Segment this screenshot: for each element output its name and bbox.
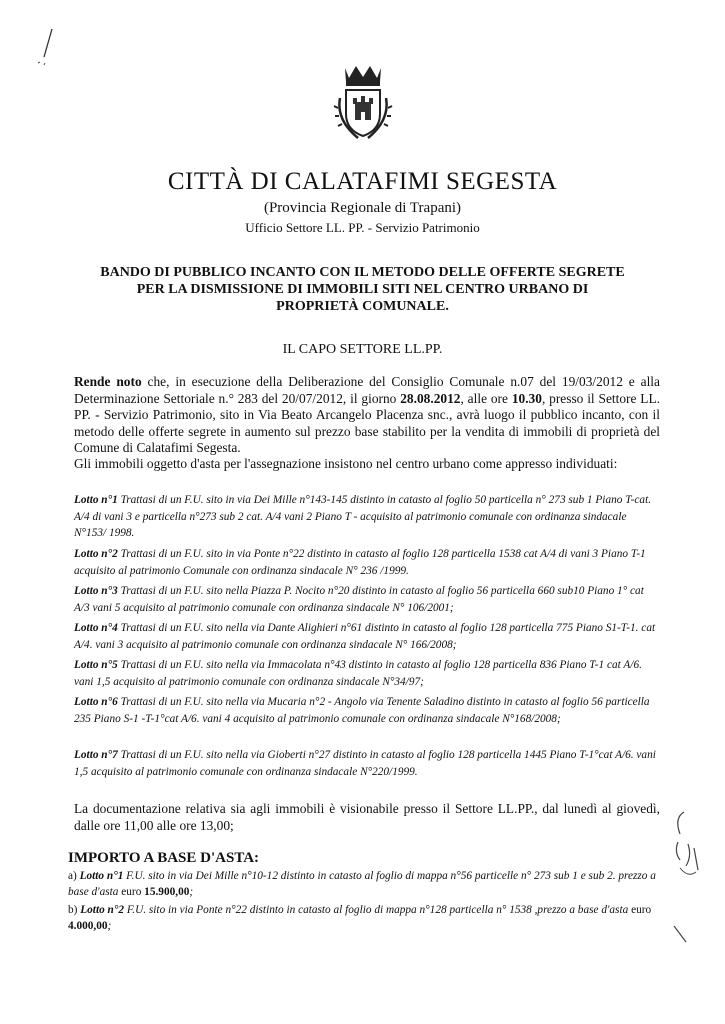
lotto-label: Lotto n°7: [74, 749, 118, 761]
importo-text: F.U. sito in via Ponte n°22 distinto in catasto al foglio di mappa n°128 particella n° 1538 ,prezzo a base d'asta: [124, 904, 632, 916]
lotto-item: [74, 492, 660, 542]
auction-date: 28.08.2012: [400, 390, 461, 406]
lotto-text: Trattasi di un F.U. sito nella via Gioberti n°27 distinto in catasto al foglio 128 particella 1445 Piano T-1°cat A/6. vani 1,5 acquisito al patrimonio comunale con ordinanza sindacale N°220/1999.: [74, 749, 656, 778]
immobili-intro: Gli immobili oggetto d'asta per l'assegnazione insistono nel centro urbano come appresso individuati:: [74, 456, 618, 471]
lotto-text: Trattasi di un F.U. sito nella via Mucaria n°2 - Angolo via Tenente Saladino distinto in catasto al foglio 56 particella 235 Piano S-1 -T-1°cat A/6. vani 4 acquisito al patrimonio comunale con ordinanza sindacale N°168/2008;: [74, 696, 650, 725]
intro-text-1: che, in esecuzione della Deliberazione del Consiglio Comunale n.07 del 19/03/2012 e alla Determinazione Settoriale n.° 283 del 20/07/2012, il giorno: [74, 374, 660, 406]
lotto-label: Lotto n°1: [74, 494, 118, 506]
lotto-label: Lotto n°2: [74, 548, 118, 560]
lotto-label: Lotto n°6: [74, 696, 118, 708]
lotto-item: [74, 694, 660, 727]
importo-amount: 15.900,00: [144, 886, 190, 898]
importo-item: [68, 868, 668, 900]
importo-prefix: b): [68, 904, 81, 916]
coat-of-arms-emblem: [328, 58, 398, 140]
lotto-text: Trattasi di un F.U. sito nella via Dante Alighieri n°61 distinto in catasto al foglio 128 particella 775 Piano S1-T-1. cat A/4. vani 3 acquisito al patrimonio comunale con ordinanza sindacale N° 166/2008;: [74, 622, 656, 651]
lotto-text: Trattasi di un F.U. sito nella via Immacolata n°43 distinto in catasto al foglio 128 particella 836 Piano T-1 cat A/6. vani 1,5 acquisito al patrimonio comunale con ordinanza sindacale N°34/97;: [74, 659, 642, 688]
handwritten-mark: [30, 25, 70, 70]
province-subtitle: (Provincia Regionale di Trapani): [263, 200, 462, 216]
lotto-item: [74, 657, 660, 690]
auction-time: 10.30: [511, 390, 542, 406]
capo-settore-heading: IL CAPO SETTORE LL.PP.: [282, 342, 443, 357]
lotto-text: Trattasi di un F.U. sito nella Piazza P. Nocito n°20 distinto in catasto al foglio 56 particella 660 sub10 Piano 1° cat A/3 vani 5 acquisito al patrimonio comunale con ordinanza sindacale N° 106/2001;: [74, 585, 644, 614]
lotto-text: Trattasi di un F.U. sito in via Ponte n°22 distinto in catasto al foglio 128 particella 1538 cat A/4 di vani 3 Piano T-1 acquisito al patrimonio Comunale con ordinanza sindacale N° 236 /1999.: [74, 548, 646, 577]
bando-title: [0, 264, 725, 315]
importo-prefix: a): [68, 870, 80, 882]
importo-amount: 4.000,00: [68, 920, 108, 932]
importo-euro: euro: [631, 904, 652, 916]
importo-text: F.U. sito in via Dei Mille n°10-12 distinto in catasto al foglio di mappa n°56 particelle n° 273 sub 1 e sub 2. prezzo a base d'asta: [68, 870, 656, 898]
lotto-text: Trattasi di un F.U. sito in via Dei Mille n°143-145 distinto in catasto al foglio 50 particella n° 273 sub 1 Piano T-cat. A/4 di vani 3 e particella n°273 sub 2 cat. A/4 vani 2 Piano T - acquisito al patrimonio comunale con ordinanza sindacale N°153/ 1998.: [74, 494, 652, 539]
office-subtitle: Ufficio Settore LL. PP. - Servizio Patrimonio: [245, 220, 480, 235]
lotto-item: [74, 583, 660, 616]
lotto-label: Lotto n°4: [74, 622, 118, 634]
bando-title-line-1: BANDO DI PUBBLICO INCANTO CON IL METODO DELLE OFFERTE SEGRETE: [100, 265, 625, 280]
lotto-item: [74, 546, 660, 579]
bando-title-line-3: PROPRIETÀ COMUNALE.: [276, 299, 449, 314]
lotto-label: Lotto n°5: [74, 659, 118, 671]
lotto-item: [74, 747, 660, 780]
intro-paragraph: [74, 374, 660, 457]
importo-lotto-label: Lotto n°2: [80, 904, 124, 916]
rende-noto-lead: Rende noto: [74, 374, 142, 389]
importo-lotto-label: Lotto n°1: [79, 870, 124, 882]
importo-item: [68, 902, 668, 934]
bando-title-line-2: PER LA DISMISSIONE DI IMMOBILI SITI NEL CENTRO URBANO DI: [136, 282, 589, 297]
lotto-item: [74, 620, 660, 653]
importo-euro: euro: [121, 886, 145, 898]
importo-suffix: ;: [189, 886, 194, 898]
importo-suffix: ;: [107, 920, 112, 932]
lotto-label: Lotto n°3: [74, 585, 118, 597]
intro-text-3: , presso il Settore LL. PP. - Servizio Patrimonio, sito in Via Beato Arcangelo Placenza snc., avrà luogo il pubblico incanto, con il metodo delle offerte segrete in aumento sul prezzo base stabilito per la vendita di immobili di proprietà del Comune di Calatafimi Segesta.: [74, 390, 660, 455]
importo-heading: IMPORTO A BASE D'ASTA:: [68, 850, 260, 866]
intro-text-2: , alle ore: [460, 390, 512, 406]
documentazione-paragraph: La documentazione relativa sia agli immobili è visionabile presso il Settore LL.PP., dal lunedì al giovedì, dalle ore 11,00 alle ore 13,00;: [74, 801, 660, 833]
margin-handwriting: [668, 808, 708, 948]
city-title: CITTÀ DI CALATAFIMI SEGESTA: [167, 168, 558, 195]
